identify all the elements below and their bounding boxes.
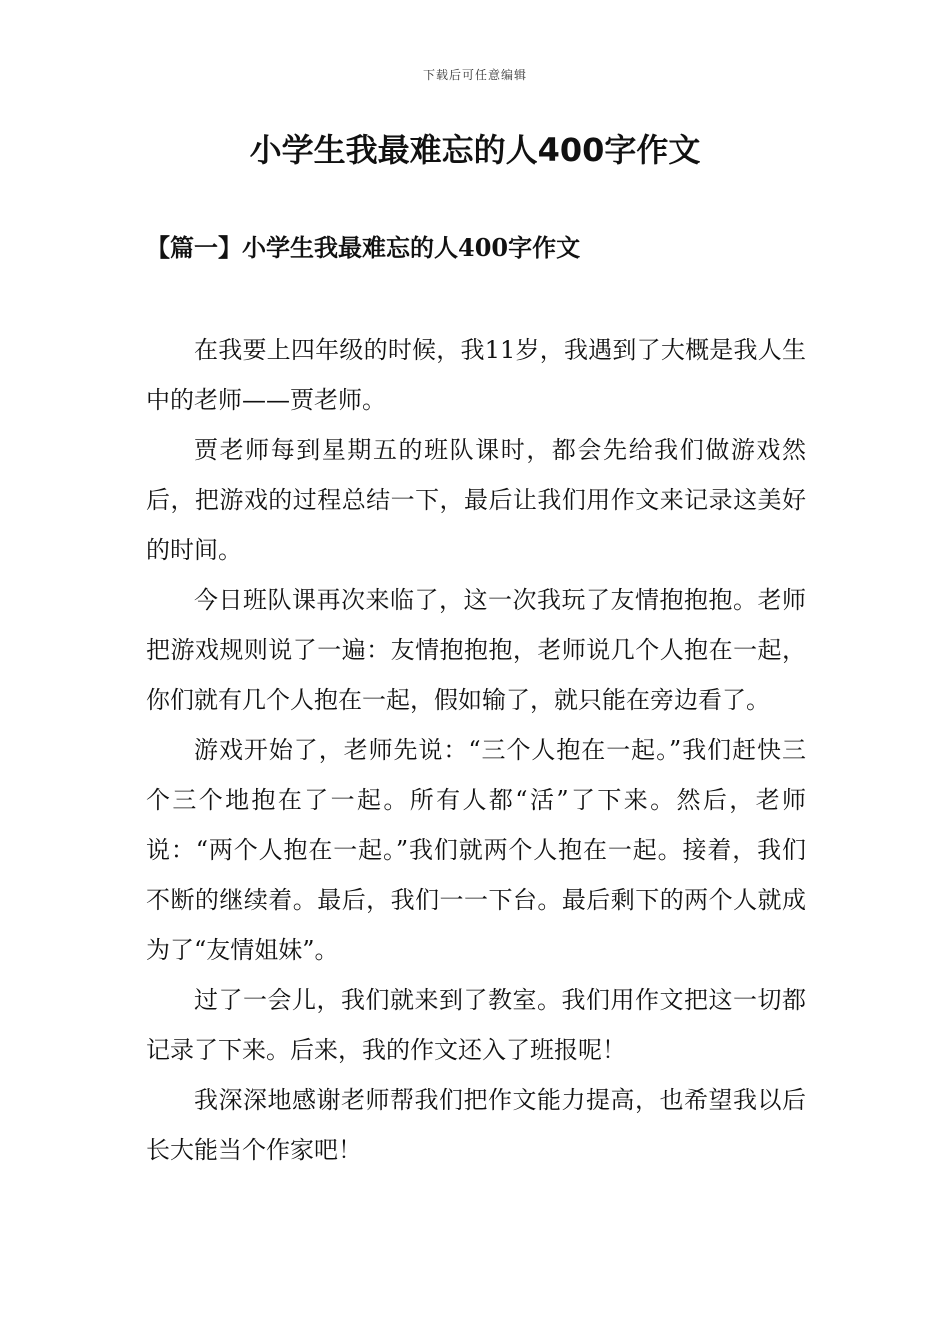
section-heading: 【篇一】小学生我最难忘的人400字作文: [146, 233, 581, 262]
paragraph: 贾老师每到星期五的班队课时，都会先给我们做游戏然后，把游戏的过程总结一下，最后让我们用作文来记录这美好的时间。: [146, 436, 806, 564]
paragraph: 游戏开始了，老师先说：“三个人抱在一起。”我们赶快三个三个地抱在了一起。所有人都“活”了下来。然后，老师说：“两个人抱在一起。”我们就两个人抱在一起。接着，我们不断的继续着。最后，我们一一下台。最后剩下的两个人就成为了“友情姐妹”。: [146, 736, 806, 964]
paragraph: 我深深地感谢老师帮我们把作文能力提高，也希望我以后长大能当个作家吧！: [146, 1086, 806, 1164]
document-title: 小学生我最难忘的人400字作文: [249, 131, 701, 169]
essay-body: [146, 325, 806, 1175]
header-note: 下载后可任意编辑: [422, 68, 527, 82]
paragraph: 今日班队课再次来临了，这一次我玩了友情抱抱抱。老师把游戏规则说了一遍：友情抱抱抱，老师说几个人抱在一起，你们就有几个人抱在一起，假如输了，就只能在旁边看了。: [146, 586, 806, 714]
paragraph: 过了一会儿，我们就来到了教室。我们用作文把这一切都记录了下来。后来，我的作文还入了班报呢！: [146, 986, 806, 1064]
paragraph: 在我要上四年级的时候，我11岁，我遇到了大概是我人生中的老师——贾老师。: [146, 336, 806, 414]
